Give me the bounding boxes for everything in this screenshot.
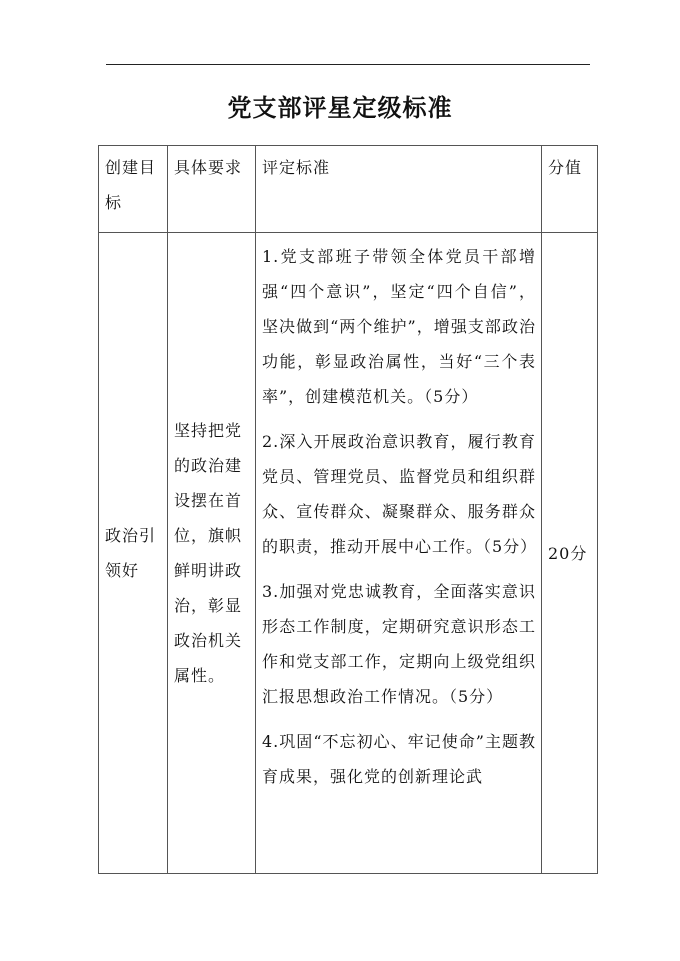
table-row — [99, 233, 598, 874]
standards-table — [98, 145, 598, 874]
criteria-item-1: 1.党支部班子带领全体党员干部增强“四个意识”，坚定“四个自信”，坚决做到“两个维护”，增强支部政治功能，彰显政治属性，当好“三个表率”，创建模范机关。（5分） — [262, 247, 536, 406]
header-rule — [106, 64, 590, 65]
document-title: 党支部评星定级标准 — [227, 93, 453, 122]
requirement-text: 坚持把党的政治建设摆在首位，旗帜鲜明讲政治，彰显政治机关属性。 — [174, 421, 243, 685]
header-goal: 创建目标 — [99, 146, 168, 233]
goal-text: 政治引领好 — [105, 526, 157, 580]
score-text: 20分 — [548, 543, 588, 563]
cell-criteria — [256, 233, 542, 874]
criteria-item-2: 2.深入开展政治意识教育，履行教育党员、管理党员、监督党员和组织群众、宣传群众、凝聚群众、服务群众的职责，推动开展中心工作。（5分） — [262, 432, 538, 556]
cell-goal — [99, 233, 168, 874]
header-requirement: 具体要求 — [168, 146, 256, 233]
criteria-item-3: 3.加强对党忠诚教育，全面落实意识形态工作制度，定期研究意识形态工作和党支部工作，定期向上级党组织汇报思想政治工作情况。（5分） — [262, 582, 536, 706]
cell-score — [542, 233, 598, 874]
header-score: 分值 — [542, 146, 598, 233]
cell-requirement — [168, 233, 256, 874]
header-criteria: 评定标准 — [256, 146, 542, 233]
criteria-item-4: 4.巩固“不忘初心、牢记使命”主题教育成果，强化党的创新理论武 — [262, 732, 536, 786]
table-header-row — [99, 146, 598, 233]
